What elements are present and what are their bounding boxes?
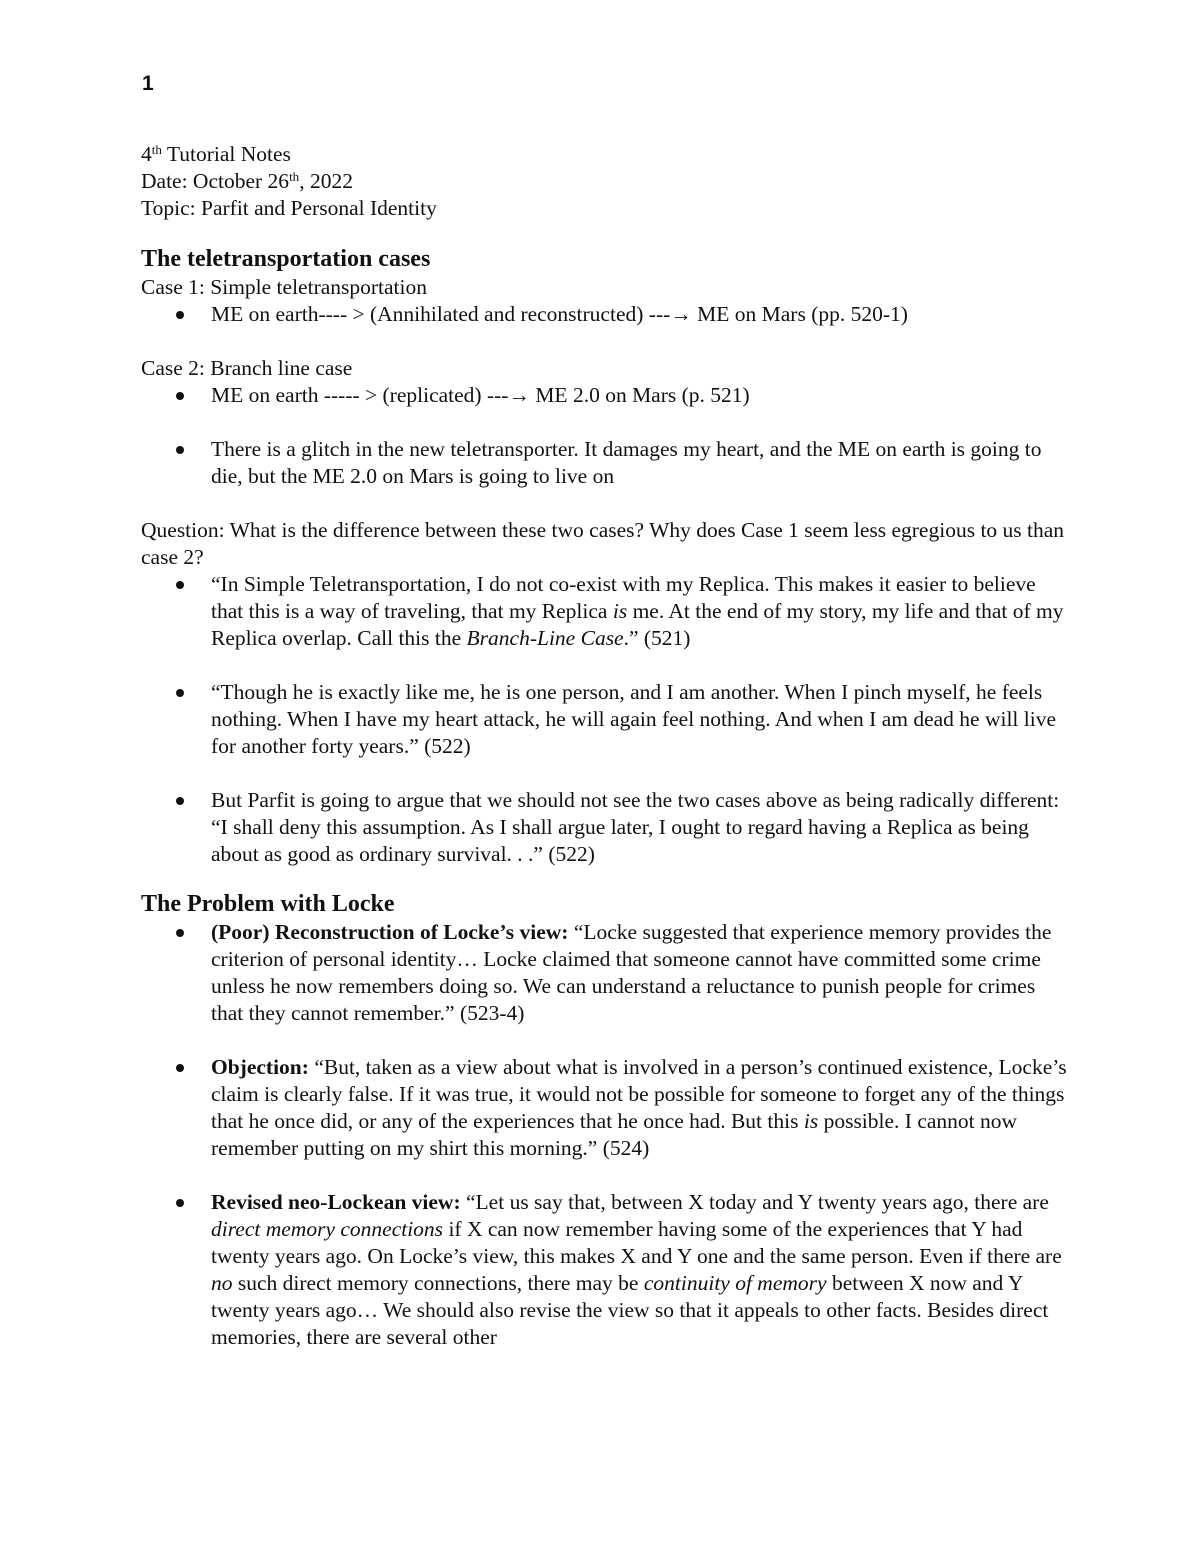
list-item: Objection: “But, taken as a view about what is involved in a person’s continued existence, Locke’s claim is clearly false. If it was true, it would not be possible for someone to forget any of the things that he once did, or any of the experiences that he once had. But this is possible. I cannot now remember putting on my shirt this morning.” (524) bbox=[141, 1054, 1071, 1162]
bullet-icon bbox=[176, 1199, 184, 1207]
bullet-icon bbox=[176, 1064, 184, 1072]
list-item: ME on earth---- > (Annihilated and reconstructed) ---→ ME on Mars (pp. 520-1) bbox=[141, 301, 1071, 328]
list-item: “In Simple Teletransportation, I do not co-exist with my Replica. This makes it easier to believe that this is a way of traveling, that my Replica is me. At the end of my story, my life and that of my Replica overlap. Call this the Branch-Line Case.” (521) bbox=[141, 571, 1071, 652]
locke-list bbox=[141, 919, 1071, 1351]
title-number: 4 bbox=[141, 142, 152, 166]
list-item: There is a glitch in the new teletransporter. It damages my heart, and the ME on earth is going to die, but the ME 2.0 on Mars is going to live on bbox=[141, 436, 1071, 490]
bullet-icon bbox=[176, 311, 184, 319]
case1-list bbox=[141, 301, 1071, 328]
case1-label: Case 1: Simple teletransportation bbox=[141, 275, 428, 299]
page-number: 1 bbox=[142, 72, 154, 95]
quote-list bbox=[141, 571, 1071, 868]
case2-list bbox=[141, 382, 1071, 490]
bullet-icon bbox=[176, 929, 184, 937]
document-title bbox=[141, 141, 1071, 168]
bullet-icon bbox=[176, 446, 184, 454]
question-text: Question: What is the difference between these two cases? Why does Case 1 seem less egregious to us than case 2? bbox=[141, 518, 1065, 569]
document-topic: Topic: Parfit and Personal Identity bbox=[141, 196, 437, 220]
list-item: (Poor) Reconstruction of Locke’s view: “Locke suggested that experience memory provides the criterion of personal identity… Locke claimed that someone cannot have committed some crime unless he now remembers doing so. We can understand a reluctance to punish people for crimes that they cannot remember.” (523-4) bbox=[141, 919, 1071, 1027]
date-text: Date: October 26 bbox=[141, 169, 290, 193]
bullet-icon bbox=[176, 581, 184, 589]
title-text: Tutorial Notes bbox=[161, 142, 291, 166]
document-date bbox=[141, 168, 1071, 195]
list-item: ME on earth ----- > (replicated) ---→ ME 2.0 on Mars (p. 521) bbox=[141, 382, 1071, 409]
date-ordinal: th bbox=[289, 169, 300, 184]
case2-label: Case 2: Branch line case bbox=[141, 356, 353, 380]
title-ordinal: th bbox=[151, 142, 162, 157]
list-item: “Though he is exactly like me, he is one person, and I am another. When I pinch myself, he feels nothing. When I have my heart attack, he will again feel nothing. And when I am dead he will live for another forty years.” (522) bbox=[141, 679, 1071, 760]
list-item: But Parfit is going to argue that we should not see the two cases above as being radically different: “I shall deny this assumption. As I shall argue later, I ought to regard having a Replica as being about as good as ordinary survival. . .” (522) bbox=[141, 787, 1071, 868]
date-year: , 2022 bbox=[299, 169, 353, 193]
bullet-icon bbox=[176, 689, 184, 697]
list-item: Revised neo-Lockean view: “Let us say that, between X today and Y twenty years ago, there are direct memory connections if X can now remember having some of the experiences that Y had twenty years ago. On Locke’s view, this makes X and Y one and the same person. Even if there are no such direct memory connections, there may be continuity of memory between X now and Y twenty years ago… We should also revise the view so that it appeals to other facts. Besides direct memories, there are several other bbox=[141, 1189, 1071, 1351]
bullet-icon bbox=[176, 392, 184, 400]
section-heading-teletransportation: The teletransportation cases bbox=[141, 246, 431, 272]
document-body bbox=[141, 141, 1071, 1351]
bullet-icon bbox=[176, 797, 184, 805]
section-heading-locke: The Problem with Locke bbox=[141, 891, 395, 917]
